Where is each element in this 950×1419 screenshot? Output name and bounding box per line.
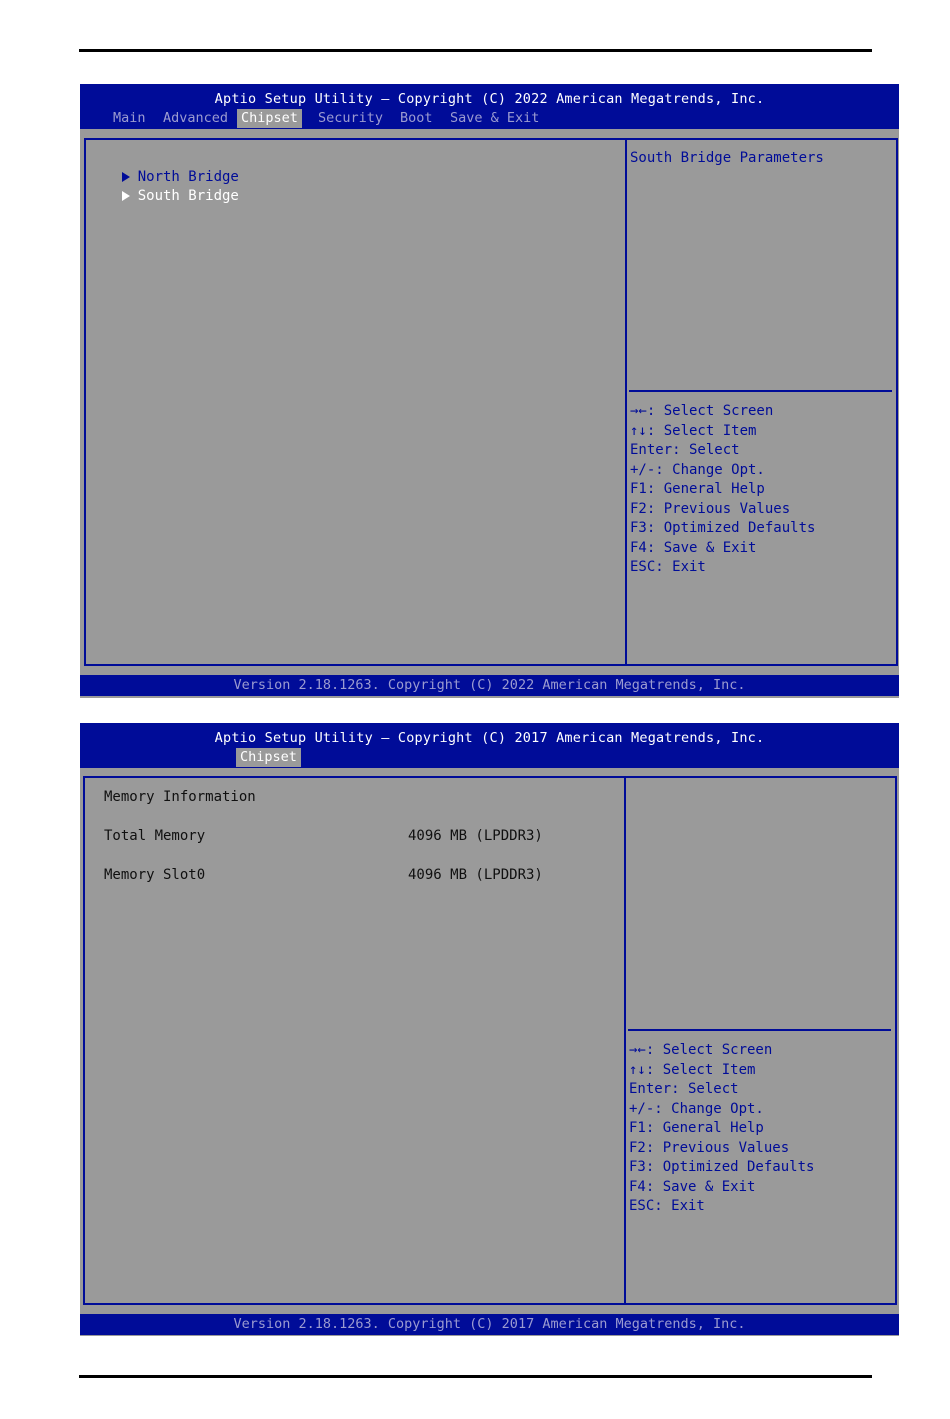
- tab-advanced[interactable]: Advanced: [163, 110, 229, 126]
- key-help-line: ↑↓: Select Item: [630, 422, 757, 439]
- version-footer: Version 2.18.1263. Copyright (C) 2022 American Megatrends, Inc.: [80, 675, 899, 696]
- bios-screen-memory-info: [80, 723, 899, 1336]
- title-bar: [80, 723, 899, 768]
- total-memory-label: Total Memory: [104, 828, 206, 844]
- main-menu: [80, 748, 899, 767]
- tab-save-exit[interactable]: Save & Exit: [450, 110, 540, 126]
- menu-item-south-bridge[interactable]: [88, 168, 239, 204]
- key-help-line: →←: Select Screen: [629, 1042, 773, 1058]
- utility-title: Aptio Setup Utility – Copyright (C) 2017 American Megatrends, Inc.: [214, 730, 765, 746]
- key-help-line: ↑↓: Select Item: [629, 1061, 756, 1078]
- tab-boot[interactable]: Boot: [400, 110, 433, 126]
- memory-slot0-value: 4096 MB (LPDDR3): [408, 867, 543, 883]
- menu-item-label: North Bridge: [137, 169, 239, 185]
- total-memory-value: 4096 MB (LPDDR3): [408, 828, 543, 844]
- key-help-line: F3: Optimized Defaults: [630, 520, 816, 536]
- key-help-line: F2: Previous Values: [629, 1139, 790, 1156]
- top-page-rule: [79, 49, 872, 52]
- menu-item-label: South Bridge: [137, 188, 239, 204]
- utility-title: Aptio Setup Utility – Copyright (C) 2022 American Megatrends, Inc.: [214, 91, 765, 107]
- key-help-line: ESC: Exit: [630, 559, 706, 575]
- main-panel: [84, 138, 627, 666]
- section-title: Memory Information: [104, 789, 256, 805]
- key-help-line: F1: General Help: [629, 1120, 764, 1136]
- key-help-line: F1: General Help: [630, 481, 765, 497]
- key-help-line: +/-: Change Opt.: [630, 461, 765, 478]
- key-help-line: +/-: Change Opt.: [629, 1100, 764, 1117]
- help-divider: [629, 390, 892, 392]
- key-help-line: Enter: Select: [629, 1081, 739, 1097]
- tab-security[interactable]: Security: [318, 110, 384, 126]
- main-panel: [83, 776, 626, 1305]
- key-help-line: F4: Save & Exit: [630, 539, 757, 556]
- key-help-line: Enter: Select: [630, 442, 740, 458]
- tab-chipset[interactable]: Chipset: [236, 748, 301, 767]
- tab-chipset[interactable]: Chipset: [237, 109, 302, 128]
- help-divider: [628, 1029, 891, 1031]
- title-bar: [80, 84, 899, 129]
- key-help-line: →←: Select Screen: [630, 403, 774, 419]
- bottom-page-rule: [79, 1375, 872, 1378]
- memory-slot0-label: Memory Slot0: [104, 867, 206, 883]
- bios-screen-chipset: [80, 84, 899, 698]
- menu-item-north-bridge[interactable]: [88, 149, 239, 185]
- help-description: South Bridge Parameters: [630, 150, 824, 166]
- key-help-line: F2: Previous Values: [630, 500, 791, 517]
- key-help-line: ESC: Exit: [629, 1198, 705, 1214]
- submenu-arrow-icon: [122, 191, 130, 201]
- version-footer: Version 2.18.1263. Copyright (C) 2017 American Megatrends, Inc.: [80, 1314, 899, 1335]
- key-help-line: F3: Optimized Defaults: [629, 1159, 815, 1175]
- tab-main[interactable]: Main: [113, 110, 146, 126]
- key-help-line: F4: Save & Exit: [629, 1178, 756, 1195]
- main-menu: [80, 109, 899, 128]
